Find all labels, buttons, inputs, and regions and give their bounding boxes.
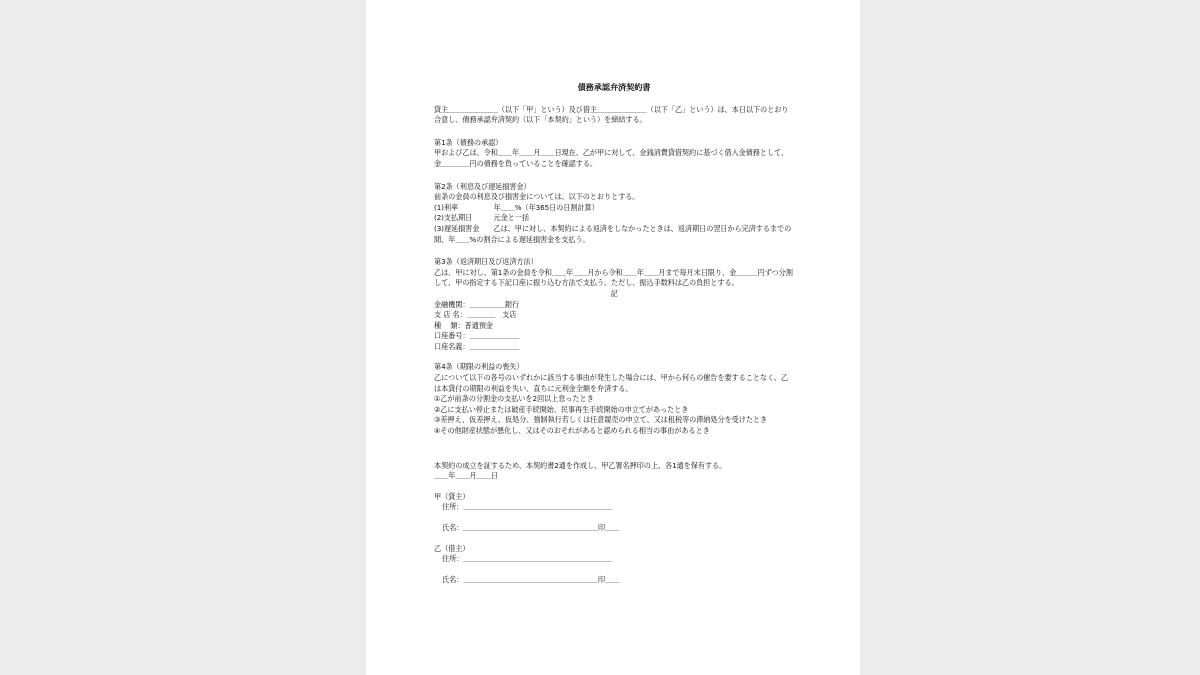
article4-heading: 第4条（期限の利益の喪失） <box>434 362 524 372</box>
account-type-field: 種 類：普通預金 <box>434 320 493 330</box>
document-page <box>366 0 860 675</box>
intro-paragraph: 貸主＿＿＿＿＿＿＿（以下「甲」という）及び借主＿＿＿＿＿＿＿（以下「乙」という）は、本日以下のとおり合意し、債務承認弁済契約（以下「本契約」という）を締結する。 <box>434 104 789 125</box>
article2-heading: 第2条（利息及び遅延損害金） <box>434 181 531 191</box>
account-number-field: 口座番号：＿＿＿＿＿＿＿ <box>434 331 520 341</box>
contract-body <box>434 82 794 585</box>
article4-item: ③差押え、仮差押え、仮処分、強制執行若しくは任意競売の申立て、又は租税等の滞納処分を受けたとき <box>434 415 768 425</box>
article1-body: 甲および乙は、令和＿＿年＿＿月＿＿日現在、乙が甲に対して、金銭消費貸借契約に基づく借入金債務として、金＿＿＿＿円の債務を負っていることを確認する。 <box>434 148 789 168</box>
ki-label: 記 <box>610 288 618 298</box>
closing-statement: 本契約の成立を証するため、本契約書2通を作成し、甲乙署名押印の上、各1通を保有する。 <box>434 460 727 470</box>
article4-item: ①乙が前条の分割金の支払いを2回以上怠ったとき <box>434 394 594 404</box>
article3-body: 乙は、甲に対し、第1条の金員を令和＿＿年＿＿月から令和＿＿年＿＿月まで毎月末日限り、金＿＿＿円ずつ分割して、甲の指定する下記口座に振り込む方法で支払う。ただし、振込手数料は乙の負担とする。 <box>434 267 793 288</box>
branch-field: 支 店 名：＿＿＿＿ 支店 <box>434 310 517 320</box>
article2-item: (1)利率 年＿＿%（年365日の日割計算） <box>434 202 599 212</box>
document-title: 債務承認弁済契約書 <box>577 82 651 92</box>
party-b-name: 氏名：＿＿＿＿＿＿＿＿＿＿＿＿＿＿＿＿＿＿＿印＿＿ <box>442 574 620 584</box>
account-name-field: 口座名義：＿＿＿＿＿＿＿ <box>434 341 520 351</box>
party-a-address: 住所：＿＿＿＿＿＿＿＿＿＿＿＿＿＿＿＿＿＿＿＿＿ <box>442 502 613 512</box>
article1-heading: 第1条（債務の承認） <box>434 137 503 147</box>
article2-item: (3)遅延損害金 乙は、甲に対し、本契約による返済をしなかったときは、返済期日の翌日から完済するまでの間、年＿＿%の割合による遅延損害金を支払う。 <box>434 223 792 244</box>
bank-name-field: 金融機関：＿＿＿＿＿銀行 <box>434 299 520 309</box>
article2-item: (2)支払期日 元金と一括 <box>434 213 529 223</box>
contract-date: ＿＿年＿＿月＿＿日 <box>434 471 498 481</box>
article4-item: ②乙に支払い停止または破産手続開始、民事再生手続開始の申立てがあったとき <box>434 404 689 414</box>
party-a-name: 氏名：＿＿＿＿＿＿＿＿＿＿＿＿＿＿＿＿＿＿＿印＿＿ <box>442 523 620 532</box>
article3-heading: 第3条（返済期日及び返済方法） <box>434 257 538 267</box>
party-a-heading: 甲（貸主） <box>434 491 470 501</box>
party-b-heading: 乙（借主） <box>434 543 470 553</box>
party-b-address: 住所：＿＿＿＿＿＿＿＿＿＿＿＿＿＿＿＿＿＿＿＿＿ <box>442 554 613 564</box>
article2-lead: 前条の金員の利息及び損害金については、以下のとおりとする。 <box>434 192 640 202</box>
article4-lead: 乙について以下の各号のいずれかに該当する事由が発生した場合には、甲から何らの催告を要することなく、乙は本貸付の期限の利益を失い、直ちに元利金全額を弁済する。 <box>434 373 789 393</box>
article4-item: ④その他財産状態が悪化し、又はそのおそれがあると認められる相当の事由があるとき <box>434 426 710 436</box>
